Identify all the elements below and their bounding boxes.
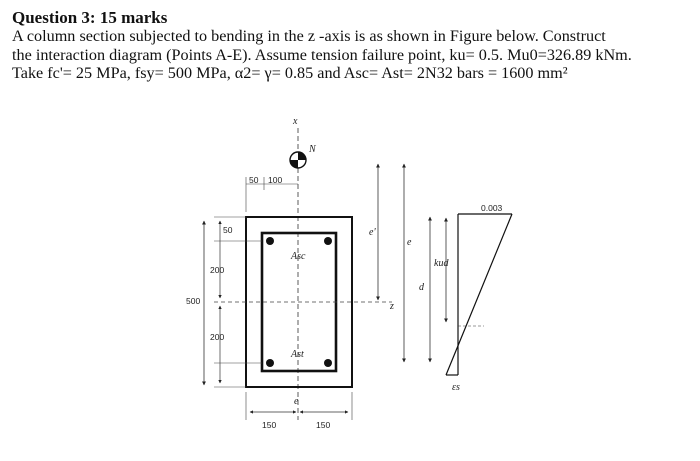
- dim-150-left: 150: [262, 420, 277, 430]
- z-axis-label: z: [390, 301, 394, 312]
- dim-200-lower: 200: [210, 332, 225, 342]
- question-title: Question 3: 15 marks: [12, 8, 168, 27]
- dim-top-100: 100: [268, 175, 283, 185]
- bar-top-left: [266, 237, 274, 245]
- asc-label: Asc: [291, 251, 306, 262]
- bar-top-right: [324, 237, 332, 245]
- question-line-2: the interaction diagram (Points A-E). Assume tension failure point, ku= 0.5. Mu0=326.89 kNm.: [12, 45, 632, 64]
- centroid-mark: e: [294, 396, 299, 407]
- e-prime-label: e': [369, 227, 376, 238]
- bar-bottom-left: [266, 359, 274, 367]
- dim-200-upper: 200: [210, 265, 225, 275]
- bar-bottom-right: [324, 359, 332, 367]
- x-axis-label: x: [293, 116, 298, 127]
- kud-label: kud: [434, 258, 449, 269]
- strain-line: [446, 214, 512, 375]
- dim-500: 500: [186, 296, 201, 306]
- e-label: e: [407, 237, 412, 248]
- question-line-3: Take fc'= 25 MPa, fsy= 500 MPa, α2= γ= 0.85 and Asc= Ast= 2N32 bars = 1600 mm²: [12, 64, 568, 82]
- es-label: εs: [452, 382, 460, 393]
- ast-label: Ast: [291, 349, 304, 360]
- dim-150-right: 150: [316, 420, 331, 430]
- dim-top-50: 50: [249, 175, 259, 185]
- dim-cover-50: 50: [223, 225, 233, 235]
- d-label: d: [419, 282, 424, 293]
- load-point-icon: [290, 152, 306, 168]
- strain-0003-label: 0.003: [481, 203, 503, 213]
- question-line-1: A column section subjected to bending in the z -axis is as shown in Figure below. Construct: [12, 27, 606, 45]
- load-N-label: N: [309, 144, 316, 155]
